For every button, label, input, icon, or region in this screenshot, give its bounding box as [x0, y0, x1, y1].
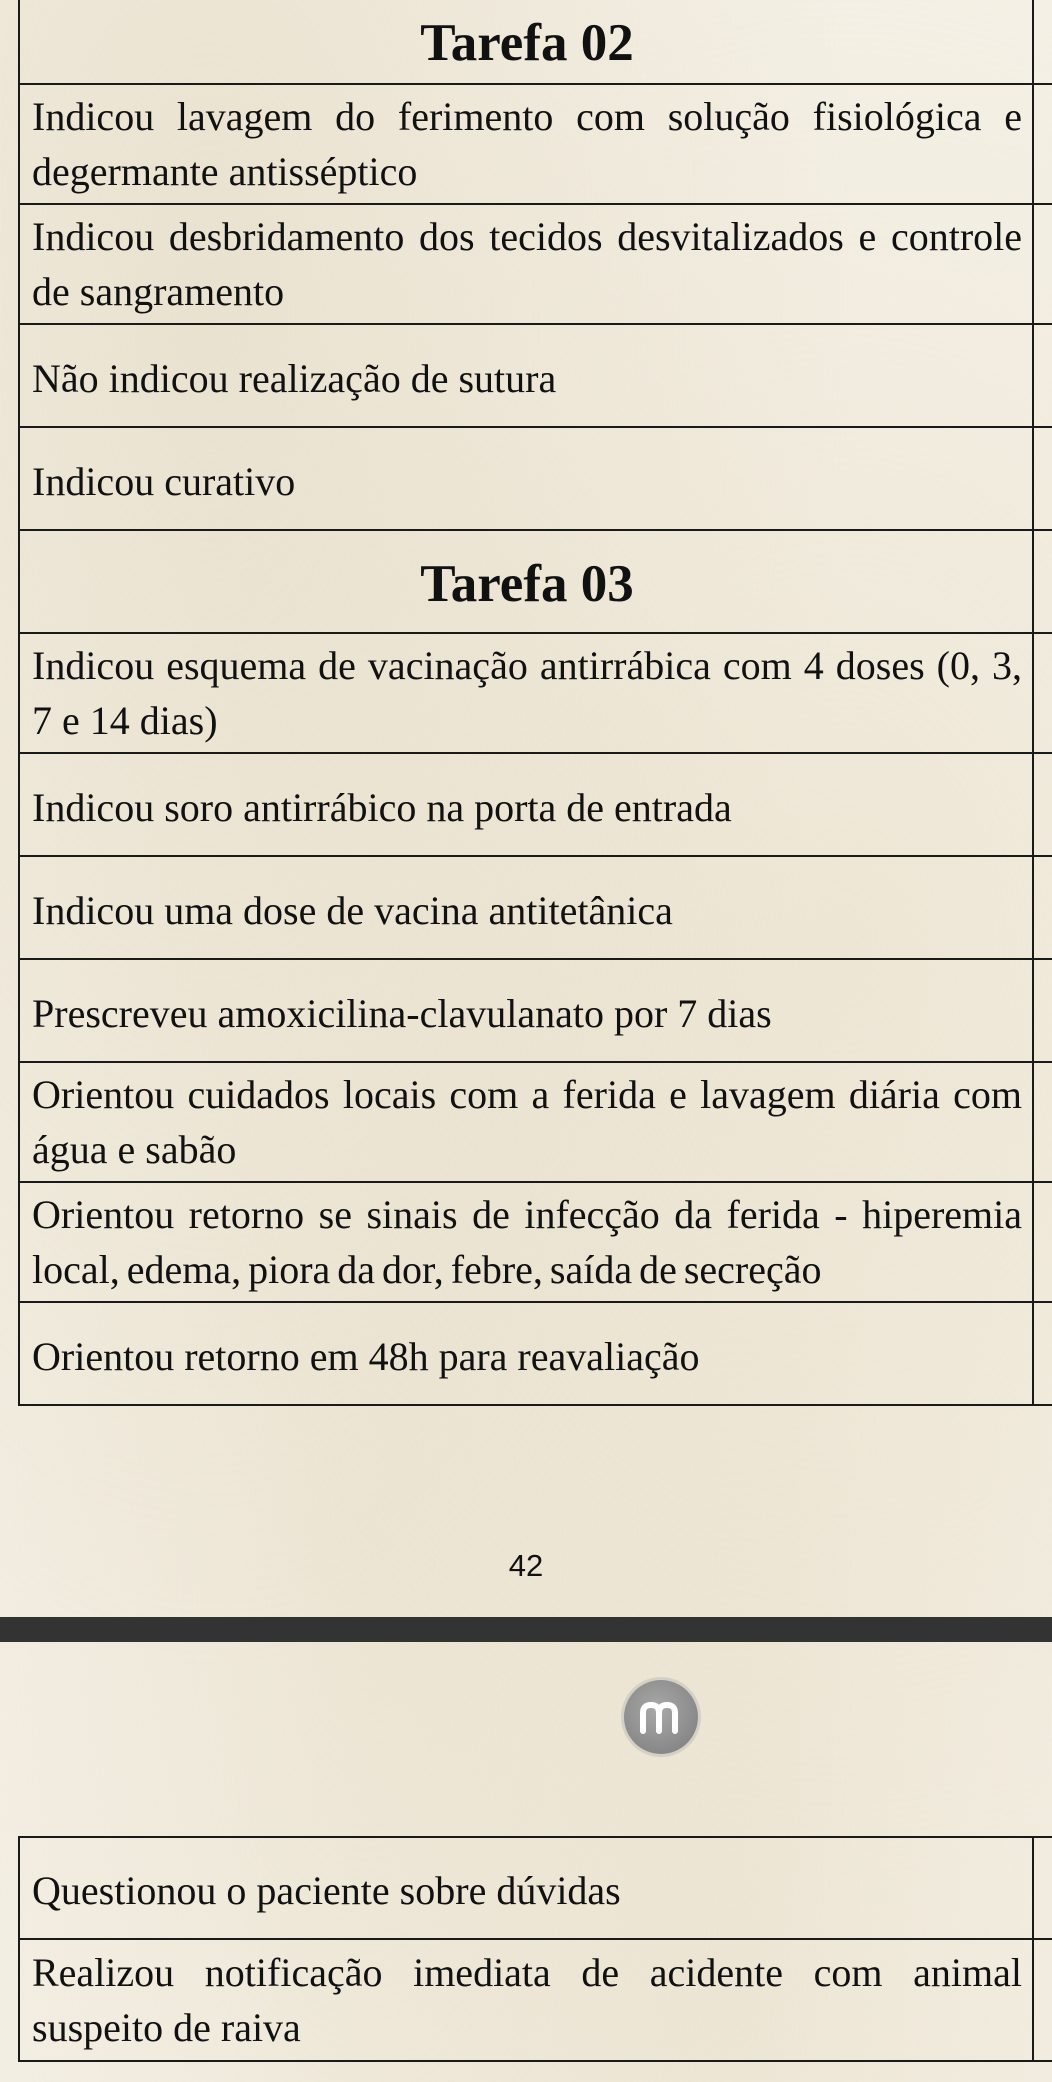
- page-divider: [0, 1617, 1052, 1642]
- table-cell: [20, 634, 1034, 752]
- checklist-item-text: Indicou esquema de vacinação antirrábica com 4 doses (0, 3, 7 e 14 dias): [32, 643, 1022, 743]
- checklist-item-text: Indicou uma dose de vacina antitetânica: [32, 887, 673, 933]
- table-row: [20, 1183, 1052, 1303]
- table-row: [20, 1940, 1052, 2062]
- checklist-item-text: Orientou retorno em 48h para reavaliação: [32, 1333, 700, 1379]
- checklist-item-text: Não indicou realização de sutura: [32, 355, 557, 401]
- table-row: [20, 960, 1052, 1063]
- checklist-table: [18, 0, 1052, 1406]
- table-cell: [20, 1838, 1034, 1938]
- table-cell: [20, 428, 1034, 529]
- table-row: [20, 1063, 1052, 1183]
- table-row: [20, 634, 1052, 754]
- checklist-item-text: Indicou desbridamento dos tecidos desvitalizados e controle de sangramento: [32, 214, 1022, 314]
- checklist-item-text: Indicou curativo: [32, 458, 296, 504]
- task-03-header-cell: [20, 531, 1034, 632]
- task-02-heading: Tarefa 02: [420, 13, 634, 72]
- table-row: [20, 857, 1052, 960]
- page-number: 42: [508, 1548, 544, 1583]
- task-02-header-cell: [20, 0, 1034, 83]
- checklist-item-text: Orientou retorno se sinais de infecção da ferida - hiperemia local, edema, piora da dor, febre, saída de secreção: [32, 1192, 1022, 1292]
- checklist-table-next-page: [18, 1836, 1052, 2062]
- table-cell: [20, 325, 1034, 426]
- table-row: [20, 325, 1052, 428]
- table-cell: [20, 960, 1034, 1061]
- table-cell: [20, 1940, 1034, 2060]
- table-cell: [20, 205, 1034, 323]
- table-cell: [20, 85, 1034, 203]
- m-letter-icon: [637, 1697, 685, 1737]
- table-cell: [20, 1183, 1034, 1301]
- checklist-item-text: Indicou soro antirrábico na porta de entrada: [32, 784, 732, 830]
- task-02-header-row: [20, 0, 1052, 85]
- table-cell: [20, 1303, 1034, 1404]
- checklist-item-text: Realizou notificação imediata de acidente com animal suspeito de raiva: [32, 1950, 1022, 2050]
- table-cell: [20, 1063, 1034, 1181]
- checklist-item-text: Prescreveu amoxicilina-clavulanato por 7 dias: [32, 990, 772, 1036]
- task-03-heading: Tarefa 03: [420, 554, 634, 613]
- table-row: [20, 754, 1052, 857]
- checklist-item-text: Orientou cuidados locais com a ferida e lavagem diária com água e sabão: [32, 1072, 1022, 1172]
- task-03-header-row: [20, 531, 1052, 634]
- table-row: [20, 85, 1052, 205]
- table-row: [20, 1838, 1052, 1940]
- table-row: [20, 1303, 1052, 1406]
- table-row: [20, 428, 1052, 531]
- checklist-item-text: Questionou o paciente sobre dúvidas: [32, 1868, 621, 1913]
- table-cell: [20, 857, 1034, 958]
- table-row: [20, 205, 1052, 325]
- checklist-item-text: Indicou lavagem do ferimento com solução fisiológica e degermante antisséptico: [32, 94, 1022, 194]
- table-cell: [20, 754, 1034, 855]
- m-logo-icon: [624, 1680, 698, 1754]
